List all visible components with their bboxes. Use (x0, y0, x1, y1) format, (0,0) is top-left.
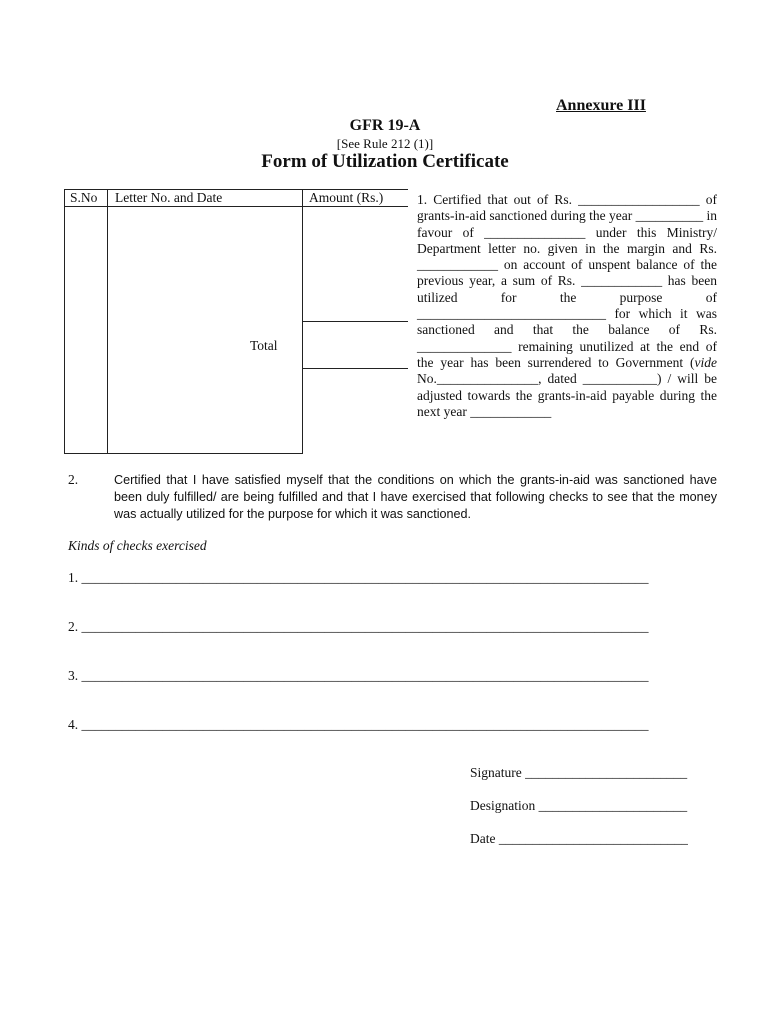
rule-reference: [See Rule 212 (1)] (336, 136, 434, 151)
form-code: GFR 19-A (349, 117, 421, 134)
check-line-2[interactable]: 2. ____________________________________________________________________________________ (68, 619, 649, 634)
column-header-letter: Letter No. and Date (115, 190, 223, 205)
table-col-divider-1 (107, 189, 108, 454)
table-border-bottom-letter (107, 453, 302, 454)
check-line-4[interactable]: 4. ____________________________________________________________________________________ (68, 717, 649, 732)
checks-heading: Kinds of checks exercised (68, 538, 207, 553)
annexure-label: Annexure III (556, 97, 646, 114)
date-field[interactable]: Date ____________________________ (470, 831, 688, 846)
signature-field[interactable]: Signature ________________________ (470, 765, 688, 780)
total-label: Total (250, 338, 278, 353)
certificate-paragraph-2: Certified that I have satisfied myself that the conditions on which the grants-in-aid was sanctioned have been duly fulfilled/ are being fulfilled and that I have exercised that following checks to see that the money was actually utilized for the purpose for which it was sanctioned. (114, 473, 717, 521)
check-line-3[interactable]: 3. ____________________________________________________________________________________ (68, 668, 649, 683)
designation-field[interactable]: Designation ______________________ (470, 798, 688, 813)
table-header-divider (64, 206, 408, 207)
page-title: Form of Utilization Certificate (261, 151, 509, 172)
para1-text: 1. Certified that out of Rs. __________________ of grants-in-aid sanctioned during the year __________ in favour of _______________ under this Ministry/ Department letter no. given in the margin and Rs. ____________ on account of unspent balance of the previous year, a sum of Rs. ____________ has been utilized for the purpose of ____________________________ for which it was sanctioned and that the balance of Rs. ______________ remaining unutilized at the end of the year has been surrendered to Government ( (417, 192, 717, 370)
table-border-bottom-sno (64, 453, 107, 454)
para1-text-cont: No._______________, dated ___________) / will be adjusted towards the grants-in-aid payable during the next year ____________ (417, 371, 717, 419)
column-header-amount: Amount (Rs.) (309, 190, 384, 205)
total-bottom-line (302, 368, 408, 369)
column-header-sno: S.No (70, 190, 98, 205)
para2-number: 2. (68, 472, 79, 487)
table-border-left (64, 189, 65, 454)
certificate-paragraph-1 (417, 192, 717, 420)
check-line-1[interactable]: 1. ____________________________________________________________________________________ (68, 570, 649, 585)
total-top-line (302, 321, 408, 322)
grants-table (64, 189, 408, 454)
vide-word: vide (694, 354, 717, 370)
